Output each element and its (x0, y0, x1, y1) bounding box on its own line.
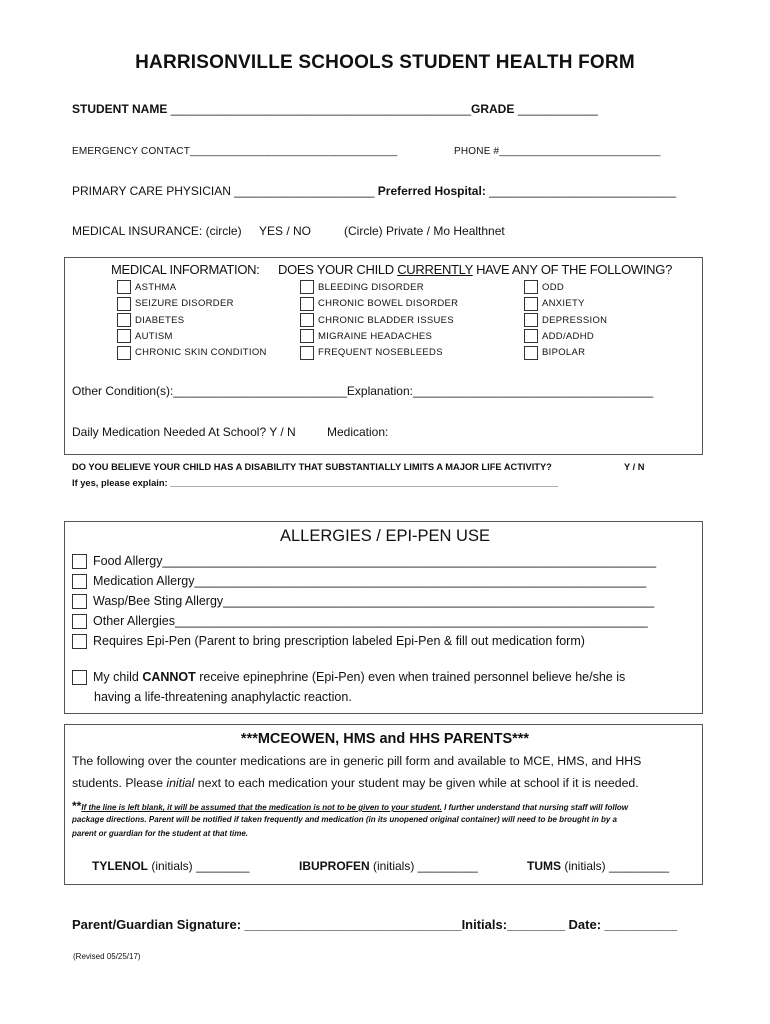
checkbox[interactable] (524, 329, 538, 343)
allergy-item-medication[interactable] (72, 571, 646, 591)
disability-explain-row (72, 478, 558, 488)
cannot-text-end: receive epinephrine (Epi-Pen) even when trained personnel believe he/she is (195, 670, 626, 684)
condition-item[interactable] (300, 296, 458, 312)
condition-label: AUTISM (135, 330, 173, 342)
allergy-label: Other Allergies (93, 614, 175, 628)
condition-item[interactable] (524, 280, 607, 296)
question-text-start: DOES YOUR CHILD (278, 262, 398, 277)
condition-item[interactable] (524, 345, 607, 361)
allergy-label: Requires Epi-Pen (Parent to bring prescription labeled Epi-Pen & fill out medication form) (93, 634, 585, 648)
physician-row (72, 184, 676, 198)
otc-heading: ***MCEOWEN, HMS and HHS PARENTS*** (240, 731, 530, 747)
explanation-field[interactable]: ____________________________________ (412, 384, 654, 398)
disability-explain-label: If yes, please explain: (72, 478, 168, 488)
cannot-epipen-item[interactable] (72, 667, 625, 687)
student-name-label: STUDENT NAME (72, 102, 168, 116)
checkbox[interactable] (524, 346, 538, 360)
condition-label: ASTHMA (135, 282, 177, 293)
medication-label: Medication: (327, 425, 389, 439)
checkbox[interactable] (117, 346, 131, 360)
condition-label: ADD/ADHD (542, 330, 595, 342)
hospital-label: Preferred Hospital: (377, 184, 486, 198)
checkbox[interactable] (300, 297, 314, 311)
checkbox[interactable] (524, 280, 538, 294)
note-rest-text: I further understand that nursing staff will follow (441, 803, 628, 812)
condition-item[interactable] (117, 345, 267, 361)
other-conditions-field[interactable]: __________________________ (173, 384, 347, 398)
daily-medication-question[interactable]: Daily Medication Needed At School? Y / N (72, 425, 296, 439)
condition-label: CHRONIC BLADDER ISSUES (318, 314, 454, 326)
otc-note-line1 (72, 797, 628, 815)
checkbox[interactable] (300, 280, 314, 294)
otc-note-line2: package directions. Parent will be notified if taken frequently and medication (in its unopened original container) will need to be brought in by a (72, 815, 617, 824)
allergy-item-food[interactable] (72, 551, 656, 571)
revised-date: (Revised 05/25/17) (73, 952, 141, 961)
allergy-field[interactable]: _______________________________________________________________________ (162, 554, 657, 568)
condition-label: ANXIETY (542, 298, 585, 310)
otc-paragraph-line1: The following over the counter medications are in generic pill form and available to MCE, HMS, and HHS (72, 754, 642, 768)
condition-label: MIGRAINE HEADACHES (318, 330, 433, 342)
cannot-text-start: My child (93, 670, 143, 684)
grade-field[interactable]: ____________ (517, 102, 598, 116)
initials-field[interactable]: ________ (507, 917, 565, 932)
disability-explain-field[interactable]: ___________________________________________________________________________ (170, 478, 558, 488)
condition-item[interactable] (117, 313, 267, 329)
question-text-currently: CURRENTLY (397, 262, 473, 277)
condition-item[interactable] (524, 313, 607, 329)
otc-text-start: students. Please (72, 776, 167, 790)
condition-label: BLEEDING DISORDER (318, 282, 424, 293)
otc-text-end: next to each medication your student may be given while at school if it is needed. (194, 776, 639, 790)
condition-item[interactable] (117, 296, 267, 312)
medical-question-heading (278, 262, 672, 277)
tylenol-label: TYLENOL (92, 859, 148, 873)
checkbox[interactable] (72, 634, 87, 649)
condition-label: DIABETES (135, 314, 185, 326)
emergency-contact-row (72, 146, 397, 157)
checkbox[interactable] (300, 346, 314, 360)
parent-signature-label: Parent/Guardian Signature: (72, 917, 242, 932)
condition-label: ODD (542, 282, 565, 293)
condition-item[interactable] (300, 280, 458, 296)
insurance-yes-no[interactable]: YES / NO (259, 224, 312, 238)
allergy-field[interactable]: ____________________________________________________________________ (174, 614, 648, 628)
allergy-label: Food Allergy (93, 554, 163, 568)
otc-note-line3: parent or guardian for the student at that time. (72, 829, 249, 838)
checkbox[interactable] (72, 670, 87, 685)
condition-column-2 (300, 280, 458, 361)
medical-info-heading: MEDICAL INFORMATION: (111, 262, 260, 277)
insurance-type[interactable]: (Circle) Private / Mo Healthnet (344, 224, 505, 238)
emergency-contact-label: EMERGENCY CONTACT (72, 146, 191, 157)
allergy-label: Wasp/Bee Sting Allergy (93, 594, 224, 608)
ibuprofen-label: IBUPROFEN (299, 859, 370, 873)
question-text-end: HAVE ANY OF THE FOLLOWING? (472, 262, 673, 277)
condition-label: BIPOLAR (542, 347, 586, 359)
checkbox[interactable] (117, 280, 131, 294)
condition-item[interactable] (524, 296, 607, 312)
date-field[interactable]: __________ (601, 917, 677, 932)
phone-row (454, 146, 661, 157)
other-conditions-label: Other Condition(s): (72, 384, 174, 398)
hospital-field[interactable]: ____________________________ (489, 184, 677, 198)
parent-signature-field[interactable]: ______________________________ (241, 917, 462, 932)
condition-item[interactable] (300, 329, 458, 345)
ibuprofen-row[interactable] (299, 859, 478, 873)
initials-label: Initials: (461, 917, 508, 932)
checkbox[interactable] (524, 297, 538, 311)
condition-column-3 (524, 280, 607, 361)
phone-field[interactable]: ____________________________ (499, 146, 661, 157)
condition-column-1 (117, 280, 267, 361)
condition-item[interactable] (117, 329, 267, 345)
student-name-field[interactable]: _____________________________________________ (170, 102, 472, 116)
tylenol-row[interactable] (92, 859, 249, 873)
tylenol-initials-field[interactable]: (initials) ________ (148, 859, 250, 873)
checkbox[interactable] (72, 574, 87, 589)
condition-item[interactable] (117, 280, 267, 296)
allergy-item-other[interactable] (72, 611, 648, 631)
allergy-item-wasp-bee[interactable] (72, 591, 654, 611)
checkbox[interactable] (72, 554, 87, 569)
condition-label: CHRONIC BOWEL DISORDER (318, 298, 459, 310)
tums-label: TUMS (527, 859, 561, 873)
explanation-label: Explanation: (346, 384, 413, 398)
cannot-epipen-line2: having a life-threatening anaphylactic reaction. (94, 690, 352, 704)
insurance-label: MEDICAL INSURANCE: (circle) (72, 224, 242, 238)
tums-row[interactable] (527, 859, 669, 873)
date-label: Date: (564, 917, 602, 932)
allergy-label: Medication Allergy (93, 574, 195, 588)
condition-label: FREQUENT NOSEBLEEDS (318, 347, 443, 359)
grade-label: GRADE (471, 102, 515, 116)
allergies-heading: ALLERGIES / EPI-PEN USE (280, 527, 490, 545)
physician-field[interactable]: _____________________ (234, 184, 375, 198)
signature-row (72, 917, 677, 932)
otc-text-italic: initial (166, 776, 195, 790)
checkbox[interactable] (300, 313, 314, 327)
checkbox[interactable] (117, 297, 131, 311)
checkbox[interactable] (300, 329, 314, 343)
disability-question: DO YOU BELIEVE YOUR CHILD HAS A DISABILITY THAT SUBSTANTIALLY LIMITS A MAJOR LIFE ACTIVITY? (72, 462, 552, 472)
condition-item[interactable] (300, 313, 458, 329)
phone-label: PHONE # (454, 146, 500, 157)
allergy-item-epipen[interactable] (72, 631, 585, 651)
physician-label: PRIMARY CARE PHYSICIAN (72, 184, 231, 198)
checkbox[interactable] (117, 313, 131, 327)
condition-label: DEPRESSION (542, 314, 608, 326)
checkbox[interactable] (117, 329, 131, 343)
checkbox[interactable] (524, 313, 538, 327)
ibuprofen-initials-field[interactable]: (initials) _________ (369, 859, 478, 873)
disability-yes-no[interactable]: Y / N (624, 462, 645, 472)
condition-label: SEIZURE DISORDER (135, 298, 234, 310)
note-underlined-text: If the line is left blank, it will be assumed that the medication is not to be given to your student. (81, 803, 442, 812)
checkbox[interactable] (72, 594, 87, 609)
emergency-contact-field[interactable]: ____________________________________ (190, 146, 398, 157)
other-conditions-row (72, 384, 653, 398)
tums-initials-field[interactable]: (initials) _________ (561, 859, 670, 873)
form-title: HARRISONVILLE SCHOOLS STUDENT HEALTH FORM (135, 52, 635, 73)
condition-item[interactable] (524, 329, 607, 345)
allergy-field[interactable]: _________________________________________________________________ (194, 574, 647, 588)
student-name-row (72, 102, 598, 116)
note-stars: ** (72, 799, 82, 813)
condition-label: CHRONIC SKIN CONDITION (135, 347, 267, 359)
otc-paragraph-line2 (72, 776, 639, 790)
condition-item[interactable] (300, 345, 458, 361)
allergy-field[interactable]: ______________________________________________________________ (223, 594, 655, 608)
checkbox[interactable] (72, 614, 87, 629)
cannot-text-bold: CANNOT (142, 670, 196, 684)
